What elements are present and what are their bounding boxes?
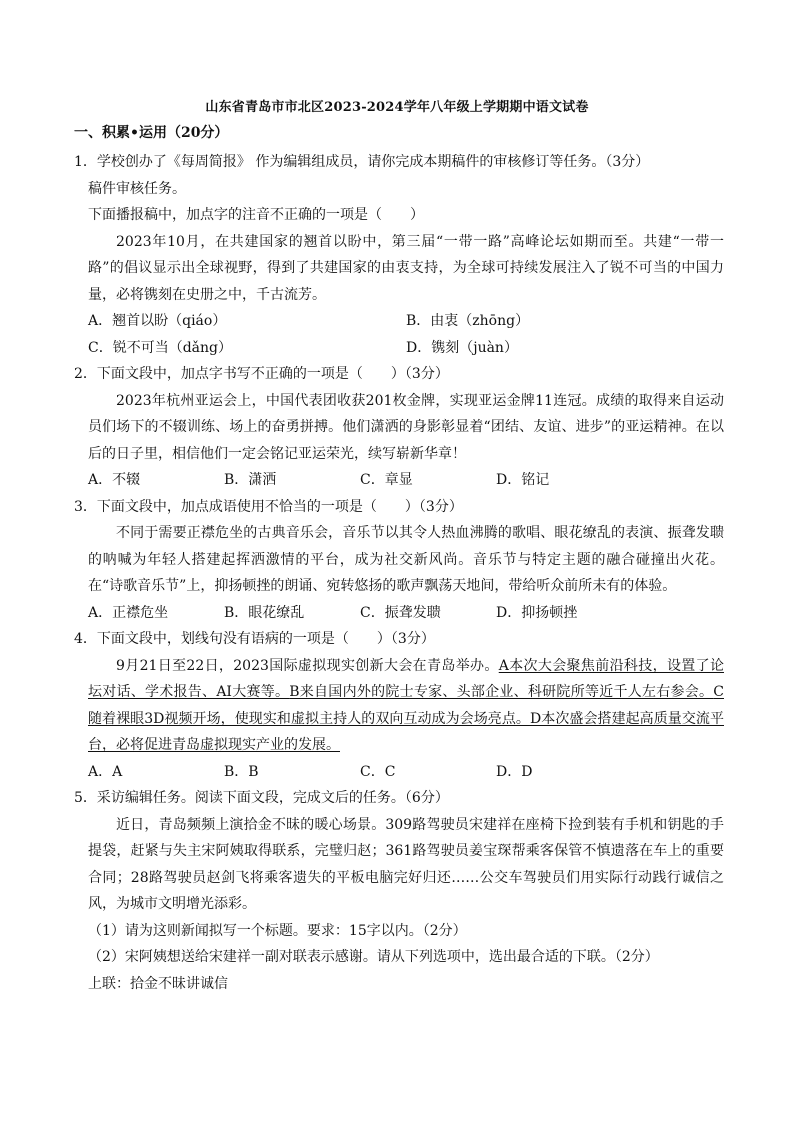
option-d: D．镌刻（juàn） — [406, 339, 518, 356]
question-4-stem: 4．下面文段中，划线句没有语病的一项是（ ）（3分） — [74, 631, 435, 647]
option-d: D．铭记 — [496, 472, 550, 488]
option-d: D．抑扬顿挫 — [496, 604, 578, 621]
underlined-sentence-d: D本次盛会搭建起高质量交流平台，必将促进青岛虚拟现实产业的发展。 — [88, 710, 724, 753]
underlined-sentence-b: B来自国内外的院士专家、头部企业、科研院所等近千人左右参会。 — [289, 684, 714, 700]
question-5-stem: 5．采访编辑任务。阅读下面文段，完成文后的任务。（6分） — [74, 790, 449, 806]
option-a: A．翘首以盼（qiáo） — [88, 313, 227, 329]
section-heading: 一、积累•运用（20分） — [74, 125, 229, 141]
exam-title: 山东省青岛市市北区2023-2024学年八年级上学期期中语文试卷 — [205, 100, 589, 115]
question-2-stem: 2．下面文段中，加点字书写不正确的一项是（ ）（3分） — [74, 366, 449, 382]
question-4-passage — [74, 653, 724, 759]
passage-intro: 9月21日至22日，2023国际虚拟现实创新大会在青岛举办。 — [116, 657, 499, 674]
question-1-stem: 1．学校创办了《每周简报》 作为编辑组成员，请你完成本期稿件的审核修订等任务。（3分） — [74, 154, 650, 170]
question-4-options — [74, 759, 724, 786]
option-c: C．C — [360, 763, 396, 780]
question-5-passage: 近日，青岛频频上演拾金不昧的暖心场景。309路驾驶员宋建祥在座椅下捡到装有手机和钥匙的手提袋，赶紧与失主宋阿姨取得联系，完璧归赵；361路驾驶员姜宝琛帮乘客保管不慎遗落在车上的重要合同；28路驾驶员赵剑飞将乘客遗失的平板电脑完好归还……公交车驾驶员们用实际行动践行诚信之风，为城市文明增光添彩。 — [88, 816, 724, 912]
option-c: C．振聋发聩 — [360, 604, 441, 621]
option-c: C．章显 — [360, 472, 413, 488]
option-b: B．潇洒 — [224, 472, 277, 488]
option-b: B．眼花缭乱 — [224, 604, 305, 621]
question-5-task-1: （1）请为这则新闻拟写一个标题。要求：15字以内。（2分） — [88, 922, 467, 939]
couplet-first-line: 上联：拾金不昧讲诚信 — [88, 975, 228, 992]
question-1-task: 稿件审核任务。 — [88, 180, 186, 197]
question-5-task-2: （2）宋阿姨想送给宋建祥一副对联表示感谢。请从下列选项中，选出最合适的下联。（2分） — [88, 949, 659, 965]
option-a: A．A — [88, 763, 123, 780]
question-3-stem: 3．下面文段中，加点成语使用不恰当的一项是（ ）（3分） — [74, 498, 463, 515]
underlined-sentence-a: A本次大会聚焦前沿科技，设置了论坛对话、学术报告、AI大赛等。 — [88, 657, 724, 700]
option-a: A．正襟危坐 — [88, 604, 169, 621]
option-b: B．由衷（zhōng） — [406, 313, 530, 329]
option-a: A．不辍 — [88, 472, 141, 488]
question-3-passage: 不同于需要正襟危坐的古典音乐会，音乐节以其令人热血沸腾的歌唱、眼花缭乱的表演、振聋发聩的呐喊为年轻人搭建起挥洒激情的平台，成为社交新风尚。音乐节与特定主题的融合碰撞出火花。在“诗歌音乐节”上，抑扬顿挫的朗诵、宛转悠扬的歌声飘荡天地间，带给听众前所未有的体验。 — [88, 525, 724, 594]
question-2-passage: 2023年杭州亚运会上，中国代表团收获201枚金牌，实现亚运金牌11连冠。成绩的取得来自运动员们场下的不辍训练、场上的奋勇拼搏。他们潇洒的身影彰显着“团结、友谊、进步”的亚运精神。在以后的日子里，相信他们一定会铭记亚运荣光，续写崭新华章！ — [88, 392, 724, 462]
question-1-subquestion: 下面播报稿中，加点字的注音不正确的一项是（ ） — [88, 207, 424, 223]
question-1-passage: 2023年10月，在共建国家的翘首以盼中，第三届“一带一路”高峰论坛如期而至。共建“一带一路”的倡议显示出全球视野，得到了共建国家的由衷支持，为全球可持续发展注入了锐不可当的中国力量，必将镌刻在史册之中，千古流芳。 — [88, 233, 724, 303]
option-d: D．D — [496, 763, 533, 780]
questions-area — [74, 149, 724, 997]
question-1-options — [74, 308, 724, 361]
question-3-options — [74, 600, 724, 627]
option-c: C．锐不可当（dǎng） — [88, 339, 232, 356]
underlined-sentence-c: C随着裸眼3D视频开场，使现实和虚拟主持人的双向互动成为会场亮点。 — [88, 684, 724, 727]
question-2-options — [74, 467, 724, 494]
option-b: B．B — [224, 763, 259, 780]
